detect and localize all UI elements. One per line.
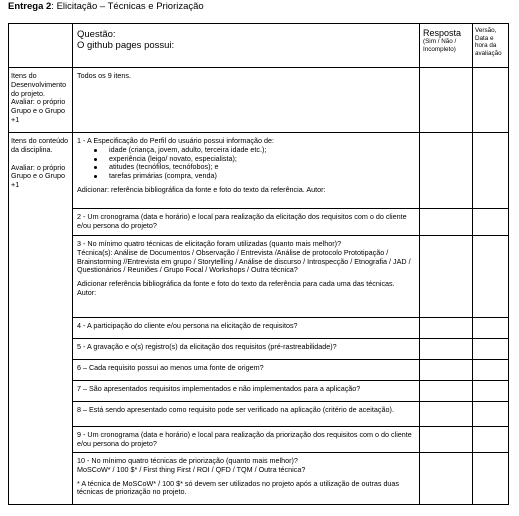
document-title xyxy=(8,1,204,13)
question-header xyxy=(73,24,420,68)
item-10-answer-cell[interactable] xyxy=(420,453,473,505)
item-row-4 xyxy=(9,318,509,339)
title-bold: Entrega 2 xyxy=(8,1,52,12)
section1-version-cell[interactable] xyxy=(473,68,509,133)
item-1-answer-cell[interactable] xyxy=(420,133,473,209)
item-3-content xyxy=(73,236,420,318)
title-rest: : Elicitação – Técnicas e Priorização xyxy=(51,1,204,12)
item-4-version-cell[interactable] xyxy=(473,318,509,339)
item-3-reference: Adicionar referência bibliográfica da fonte e foto do texto da referência para cada uma das técnicas. Autor: xyxy=(77,279,395,297)
section2-title: Itens do conteúdo da disciplina. xyxy=(11,136,69,154)
item-2-answer-cell[interactable] xyxy=(420,209,473,236)
item-row-6 xyxy=(9,360,509,381)
section1-row xyxy=(9,68,509,133)
header-blank-cell xyxy=(9,24,73,68)
header-row xyxy=(9,24,509,68)
item-row-9 xyxy=(9,427,509,453)
item-1-bullet: idade (criança, jovem, adulto, terceira idade etc.); xyxy=(109,146,415,155)
item-1-bullet-list xyxy=(77,146,415,181)
item-row-2 xyxy=(9,209,509,236)
section1-evaluate: Avaliar: o próprio Grupo e o Grupo +1 xyxy=(11,97,66,124)
item-1-bullet: experiência (leigo/ novato, especialista); xyxy=(109,155,415,164)
item-4-content: 4 - A participação do cliente e/ou persona na elicitação de requisitos? xyxy=(73,318,420,339)
item-1-reference: Adicionar: referência bibliográfica da fonte e foto do texto da referência. Autor: xyxy=(77,184,326,194)
item-row-7 xyxy=(9,381,509,402)
item-10-content xyxy=(73,453,420,505)
answer-header-options: (Sim / Não / Incompleto) xyxy=(423,38,457,53)
item-row-10 xyxy=(9,453,509,505)
item-3-question: 3 - No mínimo quatro técnicas de elicitação foram utilizadas (quanto mais melhor)? xyxy=(77,239,342,248)
item-5-answer-cell[interactable] xyxy=(420,339,473,360)
item-1-bullet: tarefas primárias (compra, venda) xyxy=(109,172,415,181)
evaluation-table xyxy=(8,23,509,505)
item-7-version-cell[interactable] xyxy=(473,381,509,402)
section1-title: Itens do Desenvolvimento do projeto. xyxy=(11,71,67,98)
item-3-techniques: Técnica(s): Análise de Documentos / Observação / Entrevista /Análise de protocolo Prototipação / Brainstorming //Entrevista em grupo / Storytelling / Análise de discurso / Introspecção / Etnografia / JAD / Questionários / Reuniões / Grupo Focal / Workshops / Outra técnica? xyxy=(77,247,411,275)
item-3-answer-cell[interactable] xyxy=(420,236,473,318)
item-9-content: 9 - Um cronograma (data e horário) e local para realização da priorização dos requisitos com o do cliente e/ou persona do projeto? xyxy=(73,427,420,453)
item-8-answer-cell[interactable] xyxy=(420,402,473,427)
item-1-content xyxy=(73,133,420,209)
item-6-content: 6 – Cada requisito possui ao menos uma fonte de origem? xyxy=(73,360,420,381)
item-1-version-cell[interactable] xyxy=(473,133,509,209)
item-10-techniques: MoSCoW* / 100 $* / First thing First / ROI / QFD / TQM / Outra técnica? xyxy=(77,464,306,474)
question-header-line1: Questão: xyxy=(77,29,116,40)
item-6-version-cell[interactable] xyxy=(473,360,509,381)
question-header-line2: O github pages possui: xyxy=(77,40,175,51)
section1-content: Todos os 9 itens. xyxy=(73,68,420,133)
item-7-answer-cell[interactable] xyxy=(420,381,473,402)
item-8-version-cell[interactable] xyxy=(473,402,509,427)
item-1-bullet: atitudes (tecnófilos, tecnófobos); e xyxy=(109,163,415,172)
item-row-3 xyxy=(9,236,509,318)
section1-answer-cell[interactable] xyxy=(420,68,473,133)
item-2-version-cell[interactable] xyxy=(473,209,509,236)
section1-label xyxy=(9,68,73,133)
version-header: Versão, Data e hora da avaliação xyxy=(473,24,509,68)
answer-header-label: Resposta xyxy=(423,28,462,38)
item-2-content: 2 - Um cronograma (data e horário) e local para realização da elicitação dos requisitos com o do cliente e/ou persona do projeto? xyxy=(73,209,420,236)
item-4-answer-cell[interactable] xyxy=(420,318,473,339)
item-10-question: 10 - No mínimo quatro técnicas de priorização (quanto mais melhor)? xyxy=(77,456,298,465)
item-5-content: 5 - A gravação e o(s) registro(s) da elicitação dos requisitos (pré-rastreabilidade)? xyxy=(73,339,420,360)
item-10-note: * A técnica de MoSCoW* / 100 $* só devem ser utilizados no projeto após a utilização de outras duas técnicas de priorização no projeto. xyxy=(77,478,400,497)
item-5-version-cell[interactable] xyxy=(473,339,509,360)
item-7-content: 7 – São apresentados requisitos implementados e não implementados para a aplicação? xyxy=(73,381,420,402)
answer-header xyxy=(420,24,473,68)
item-row-5 xyxy=(9,339,509,360)
section2-evaluate: Avaliar: o próprio Grupo e o Grupo +1 xyxy=(11,162,66,190)
section2-label xyxy=(9,133,73,505)
item-row-8 xyxy=(9,402,509,427)
item-9-answer-cell[interactable] xyxy=(420,427,473,453)
item-1-intro: 1 - A Especificação do Perfil do usuário possui informação de: xyxy=(77,136,274,145)
item-10-version-cell[interactable] xyxy=(473,453,509,505)
item-3-version-cell[interactable] xyxy=(473,236,509,318)
item-6-answer-cell[interactable] xyxy=(420,360,473,381)
item-row-1 xyxy=(9,133,509,209)
item-9-version-cell[interactable] xyxy=(473,427,509,453)
item-8-content: 8 – Está sendo apresentado como requisito pode ser verificado na aplicação (critério de aceitação). xyxy=(73,402,420,427)
